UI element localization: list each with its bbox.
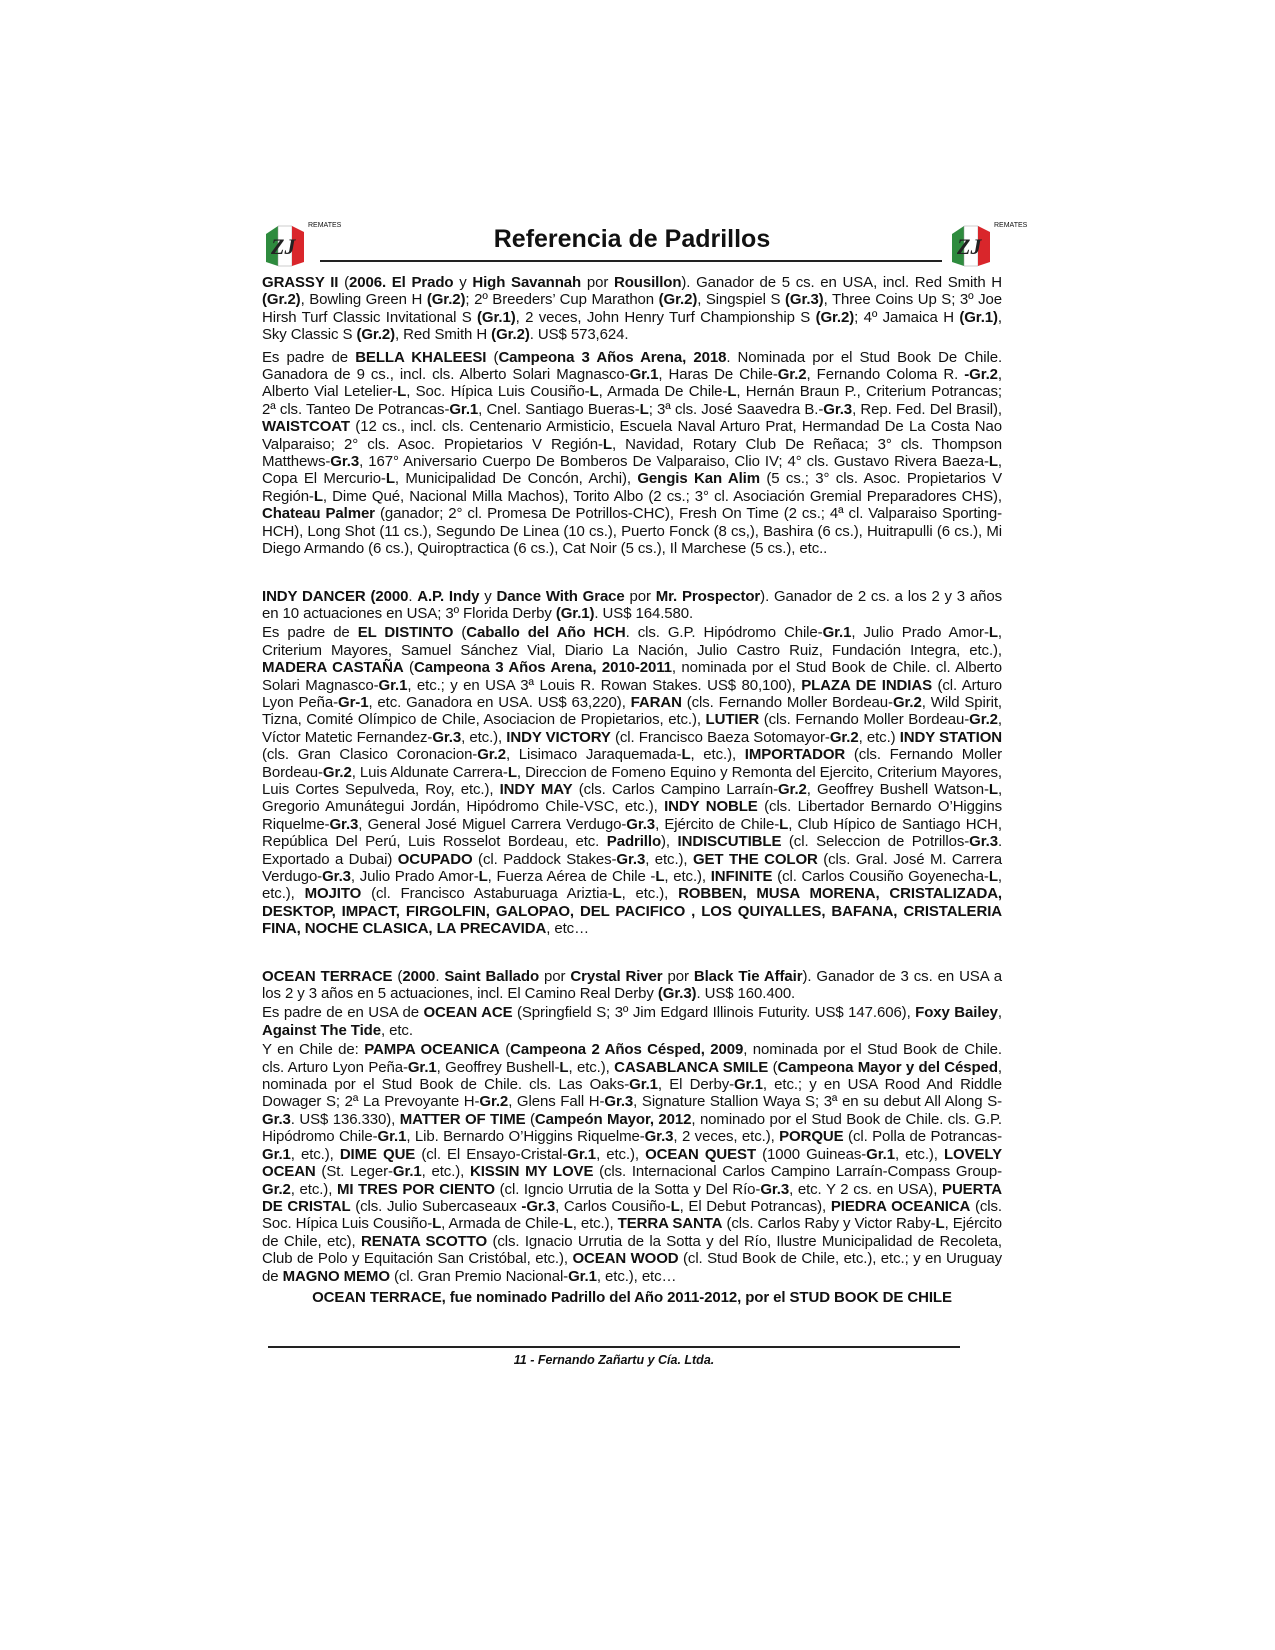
remates-logo-right xyxy=(948,222,1028,270)
svg-text:ZJ: ZJ xyxy=(271,234,296,259)
page-title: Referencia de Padrillos xyxy=(493,225,771,253)
ocean-terrace-award-note: OCEAN TERRACE, fue nominado Padrillo del Año 2011-2012, por el STUD BOOK DE CHILE xyxy=(312,1288,952,1306)
ocean-terrace-usa-progeny: Es padre de en USA de OCEAN ACE (Springfield S; 3º Jim Edgard Illinois Futurity. US$ 147.606), Foxy Bailey, Against The Tide, etc. xyxy=(262,1004,1002,1039)
ocean-terrace-summary: OCEAN TERRACE (2000. Saint Ballado por Crystal River por Black Tie Affair). Ganador de 3 cs. en USA a los 2 y 3 años en 5 actuaciones, incl. El Camino Real Derby (Gr.3). US$ 160.400. xyxy=(262,967,1003,1003)
svg-text:ZJ: ZJ xyxy=(957,234,982,259)
grassy-ii-summary: GRASSY II (2006. El Prado y High Savannah por Rousillon). Ganador de 5 cs. en USA, incl. Red Smith H (Gr.2), Bowling Green H (Gr.2); 2º Breeders’ Cup Marathon (Gr.2), Singspiel S (Gr.3), Three Coins Up S; 3º Joe Hirsh Turf Classic Invitational S (Gr.1), 2 veces, John Henry Turf Championship S (Gr.2); 4º Jamaica H (Gr.1), Sky Classic S (Gr.2), Red Smith H (Gr.2). US$ 573,624. xyxy=(262,274,1003,344)
grassy-ii-progeny: Es padre de BELLA KHALEESI (Campeona 3 Años Arena, 2018. Nominada por el Stud Book De Chile. Ganadora de 9 cs., incl. cls. Alberto Solari Magnasco-Gr.1, Haras De Chile-Gr.2, Fernando Coloma R. -Gr.2, Alberto Vial Letelier-L, Soc. Hípica Luis Cousiño-L, Armada De Chile-L, Hernán Braun P., Criterium Potrancas; 2ª cls. Tanteo De Potrancas-Gr.1, Cnel. Santiago Bueras-L; 3ª cls. José Saavedra B.-Gr.3, Rep. Fed. Del Brasil), WAISTCOAT (12 cs., incl. cls. Centenario Armisticio, Escuela Naval Arturo Prat, Hermandad De La Costa Nao Valparaiso; 2° cls. Asoc. Propietarios V Región-L, Navidad, Rotary Club De Reñaca; 3° cls. Thompson Matthews-Gr.3, 167° Aniversario Cuerpo De Bomberos De Valparaiso, Clio IV; 4° cls. Gustavo Rivera Baeza-L, Copa El Mercurio-L, Municipalidad De Concón, Archi), Gengis Kan Alim (5 cs.; 3° cls. Asoc. Propietarios V Región-L, Dime Qué, Nacional Milla Machos), Torito Albo (2 cs.; 3° cl. Asociación Gremial Preparadores CHS), Chateau Palmer (ganador; 2° cl. Promesa De Potrillos-CHC), Fresh On Time (2 cs.; 4ª cl. Valparaiso Sporting-HCH), Long Shot (11 cs.), Segundo De Linea (10 cs.), Puerto Fonck (8 cs,), Bashira (6 cs.), Huitrapulli (6 cs.), Mi Diego Armando (6 cs.), Quiroptractica (6 cs.), Cat Noir (5 cs.), Il Marchese (5 cs.), etc.. xyxy=(262,348,1003,558)
page-footer xyxy=(268,1346,960,1367)
indy-dancer-summary: INDY DANCER (2000. A.P. Indy y Dance With Grace por Mr. Prospector). Ganador de 2 cs. a los 2 y 3 años en 10 actuaciones en USA; 3º Florida Derby (Gr.1). US$ 164.580. xyxy=(262,587,1002,622)
page-header xyxy=(262,222,1028,274)
ocean-terrace-chile-progeny: Y en Chile de: PAMPA OCEANICA (Campeona 2 Años Césped, 2009, nominada por el Stud Book de Chile. cls. Arturo Lyon Peña-Gr.1, Geoffrey Bushell-L, etc.), CASABLANCA SMILE (Campeona Mayor y del Césped, nominada por el Stud Book de Chile. cls. Las Oaks-Gr.1, El Derby-Gr.1, etc.; y en USA Rood And Riddle Dowager S; 2ª La Prevoyante H-Gr.2, Glens Fall H-Gr.3, Signature Stallion Waya S; 3ª en su debut All Along S-Gr.3. US$ 136.330), MATTER OF TIME (Campeón Mayor, 2012, nominado por el Stud Book de Chile. cls. G.P. Hipódromo Chile-Gr.1, Lib. Bernardo O’Higgins Riquelme-Gr.3, 2 veces, etc.), PORQUE (cl. Polla de Potrancas-Gr.1, etc.), DIME QUE (cl. El Ensayo-Cristal-Gr.1, etc.), OCEAN QUEST (1000 Guineas-Gr.1, etc.), LOVELY OCEAN (St. Leger-Gr.1, etc.), KISSIN MY LOVE (cls. Internacional Carlos Campino Larraín-Compass Group-Gr.2, etc.), MI TRES POR CIENTO (cl. Igncio Urrutia de la Sotta y Del Río-Gr.3, etc. Y 2 cs. en USA), PUERTA DE CRISTAL (cls. Julio Subercaseaux -Gr.3, Carlos Cousiño-L, El Debut Potrancas), PIEDRA OCEANICA (cls. Soc. Hípica Luis Cousiño-L, Armada de Chile-L, etc.), TERRA SANTA (cls. Carlos Raby y Victor Raby-L, Ejército de Chile, etc), RENATA SCOTTO (cls. Ignacio Urrutia de la Sotta y del Río, Ilustre Municipalidad de Recoleta, Club de Polo y Equitación San Cristóbal, etc.), OCEAN WOOD (cl. Stud Book de Chile, etc.), etc.; y en Uruguay de MAGNO MEMO (cl. Gran Premio Nacional-Gr.1, etc.), etc… xyxy=(262,1041,1003,1285)
logo-text: REMATES xyxy=(308,222,342,229)
title-divider xyxy=(320,260,942,262)
logo-text: REMATES xyxy=(994,222,1028,229)
sire-references xyxy=(262,274,1002,1306)
footer-text: 11 - Fernando Zañartu y Cía. Ltda. xyxy=(513,1352,715,1367)
footer-divider xyxy=(268,1346,960,1348)
indy-dancer-progeny: Es padre de EL DISTINTO (Caballo del Año HCH. cls. G.P. Hipódromo Chile-Gr.1, Julio Prado Amor-L, Criterium Mayores, Samuel Sánchez Vial, Diario La Nación, Julio Castro Ruiz, Fundación Integra, etc.), MADERA CASTAÑA (Campeona 3 Años Arena, 2010-2011, nominada por el Stud Book de Chile. cl. Alberto Solari Magnasco-Gr.1, etc.; y en USA 3ª Louis R. Rowan Stakes. US$ 80,100), PLAZA DE INDIAS (cl. Arturo Lyon Peña-Gr-1, etc. Ganadora en USA. US$ 63,220), FARAN (cls. Fernando Moller Bordeau-Gr.2, Wild Spirit, Tizna, Comité Olímpico de Chile, Asociacion de Propietarios, etc.), LUTIER (cls. Fernando Moller Bordeau-Gr.2, Víctor Matetic Fernandez-Gr.3, etc.), INDY VICTORY (cl. Francisco Baeza Sotomayor-Gr.2, etc.) INDY STATION (cls. Gran Clasico Coronacion-Gr.2, Lisimaco Jaraquemada-L, etc.), IMPORTADOR (cls. Fernando Moller Bordeau-Gr.2, Luis Aldunate Carrera-L, Direccion de Fomeno Equino y Remonta del Ejercito, Criterium Mayores, Luis Cortes Sepulveda, Roy, etc.), INDY MAY (cls. Carlos Campino Larraín-Gr.2, Geoffrey Bushell Watson-L, Gregorio Amunátegui Jordán, Hipódromo Chile-VSC, etc.), INDY NOBLE (cls. Libertador Bernardo O’Higgins Riquelme-Gr.3, General José Miguel Carrera Verdugo-Gr.3, Ejército de Chile-L, Club Hípico de Santiago HCH, República Del Perú, Luis Rosselot Bordeau, etc. Padrillo), INDISCUTIBLE (cl. Seleccion de Potrillos-Gr.3. Exportado a Dubai) OCUPADO (cl. Paddock Stakes-Gr.3, etc.), GET THE COLOR (cls. Gral. José M. Carrera Verdugo-Gr.3, Julio Prado Amor-L, Fuerza Aérea de Chile -L, etc.), INFINITE (cl. Carlos Cousiño Goyenecha-L, etc.), MOJITO (cl. Francisco Astaburuaga Ariztia-L, etc.), ROBBEN, MUSA MORENA, CRISTALIZADA, DESKTOP, IMPACT, FIRGOLFIN, GALOPAO, DEL PACIFICO , LOS QUIYALLES, BAFANA, CRISTALERIA FINA, NOCHE CLASICA, LA PRECAVIDA, etc… xyxy=(262,624,1003,938)
page-content xyxy=(262,222,1028,1306)
remates-logo xyxy=(262,222,342,270)
